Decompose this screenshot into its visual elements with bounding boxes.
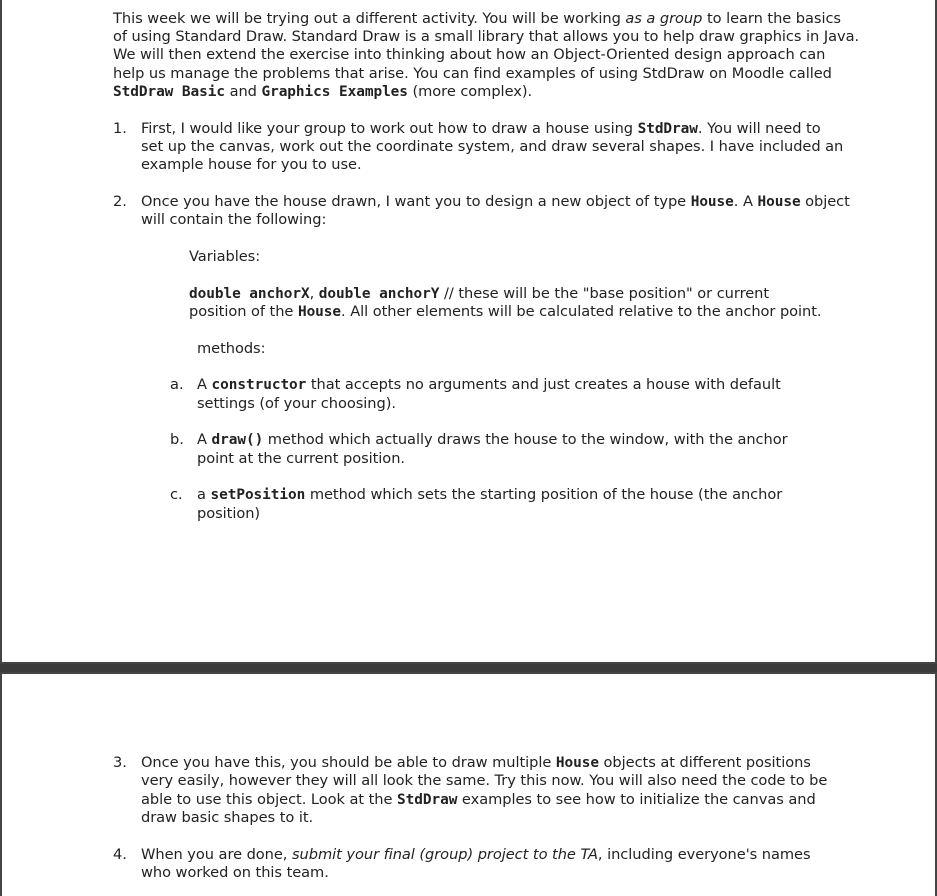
text: When you are done, <box>141 846 292 863</box>
item2-line-2: will contain the following: <box>141 211 327 228</box>
item3-line-2: very easily, however they will all look the same. Try this now. You will also need the code to be <box>141 772 828 789</box>
code-text: draw() <box>211 432 264 448</box>
item3-line-1 <box>141 754 811 772</box>
text: objects at different positions <box>598 754 811 771</box>
page-separator <box>0 664 937 672</box>
text: . You will need to <box>697 120 821 137</box>
text: Once you have the house drawn, I want you to design a new object of type <box>141 193 691 210</box>
code-text: double anchorX <box>189 286 310 302</box>
code-text: double anchorY <box>318 286 440 302</box>
intro-line-4: help us manage the problems that arise. You can find examples of using StdDraw on Moodle called <box>113 65 832 82</box>
code-text: constructor <box>211 377 307 393</box>
sublist-letter: c. <box>170 486 183 503</box>
methods-label: methods: <box>197 340 266 357</box>
list-number: 4. <box>113 846 127 863</box>
intro-line-5 <box>113 83 532 101</box>
variables-line-1 <box>189 285 769 303</box>
text: able to use this object. Look at the <box>141 791 398 808</box>
text: A <box>197 376 212 393</box>
sublist-letter: b. <box>170 431 184 448</box>
list-number: 2. <box>113 193 127 210</box>
code-text: House <box>757 194 801 210</box>
code-text: Graphics Examples <box>261 84 408 100</box>
method-a-line-2: settings (of your choosing). <box>197 395 396 412</box>
list-number: 3. <box>113 754 127 771</box>
text: a <box>197 486 211 503</box>
text: (more complex). <box>407 83 533 100</box>
code-text: StdDraw <box>637 121 698 137</box>
text: . All other elements will be calculated relative to the anchor point. <box>341 303 822 320</box>
item1-line-2: set up the canvas, work out the coordinate system, and draw several shapes. I have included an <box>141 138 844 155</box>
method-c-line-2: position) <box>197 505 261 522</box>
item1-line-1 <box>141 120 821 138</box>
method-b-line-1 <box>197 431 788 449</box>
method-b-line-2: point at the current position. <box>197 450 405 467</box>
code-text: House <box>690 194 734 210</box>
text: to learn the basics <box>702 10 841 27</box>
sublist-letter: a. <box>170 376 184 393</box>
variables-line-2 <box>189 303 822 321</box>
code-text: StdDraw <box>397 792 458 808</box>
text: that accepts no arguments and just creates a house with default <box>306 376 781 393</box>
code-text: setPosition <box>210 487 306 503</box>
document-page-2 <box>0 672 937 896</box>
variables-label: Variables: <box>189 248 261 265</box>
item3-line-3 <box>141 791 816 809</box>
text: . A <box>733 193 758 210</box>
text: First, I would like your group to work out how to draw a house using <box>141 120 638 137</box>
method-a-line-1 <box>197 376 781 394</box>
emphasis-text: submit your final (group) project to the TA <box>292 846 598 863</box>
text: position of the <box>189 303 298 320</box>
intro-line-1 <box>113 10 841 28</box>
list-number: 1. <box>113 120 127 137</box>
emphasis-text: as a group <box>625 10 703 27</box>
text: A <box>197 431 212 448</box>
text: examples to see how to initialize the canvas and <box>457 791 816 808</box>
intro-line-3: We will then extend the exercise into thinking about how an Object-Oriented design approach can <box>113 46 826 63</box>
item4-line-2: who worked on this team. <box>141 864 329 881</box>
method-c-line-1 <box>197 486 782 504</box>
item3-line-4: draw basic shapes to it. <box>141 809 314 826</box>
item2-line-1 <box>141 193 850 211</box>
intro-line-2: of using Standard Draw. Standard Draw is a small library that allows you to help draw graphics in Java. <box>113 28 860 45</box>
text: and <box>224 83 262 100</box>
text: This week we will be trying out a different activity. You will be working <box>113 10 626 27</box>
item4-line-1 <box>141 846 811 864</box>
text: object <box>800 193 850 210</box>
item1-line-3: example house for you to use. <box>141 156 362 173</box>
text: , <box>309 285 319 302</box>
code-text: StdDraw Basic <box>113 84 225 100</box>
text: method which actually draws the house to the window, with the anchor <box>263 431 788 448</box>
code-text: House <box>297 304 342 320</box>
code-text: House <box>555 755 599 771</box>
text: Once you have this, you should be able to draw multiple <box>141 754 556 771</box>
text: , including everyone's names <box>597 846 811 863</box>
text: method which sets the starting position of the house (the anchor <box>305 486 783 503</box>
text: // these will be the "base position" or current <box>439 285 770 302</box>
